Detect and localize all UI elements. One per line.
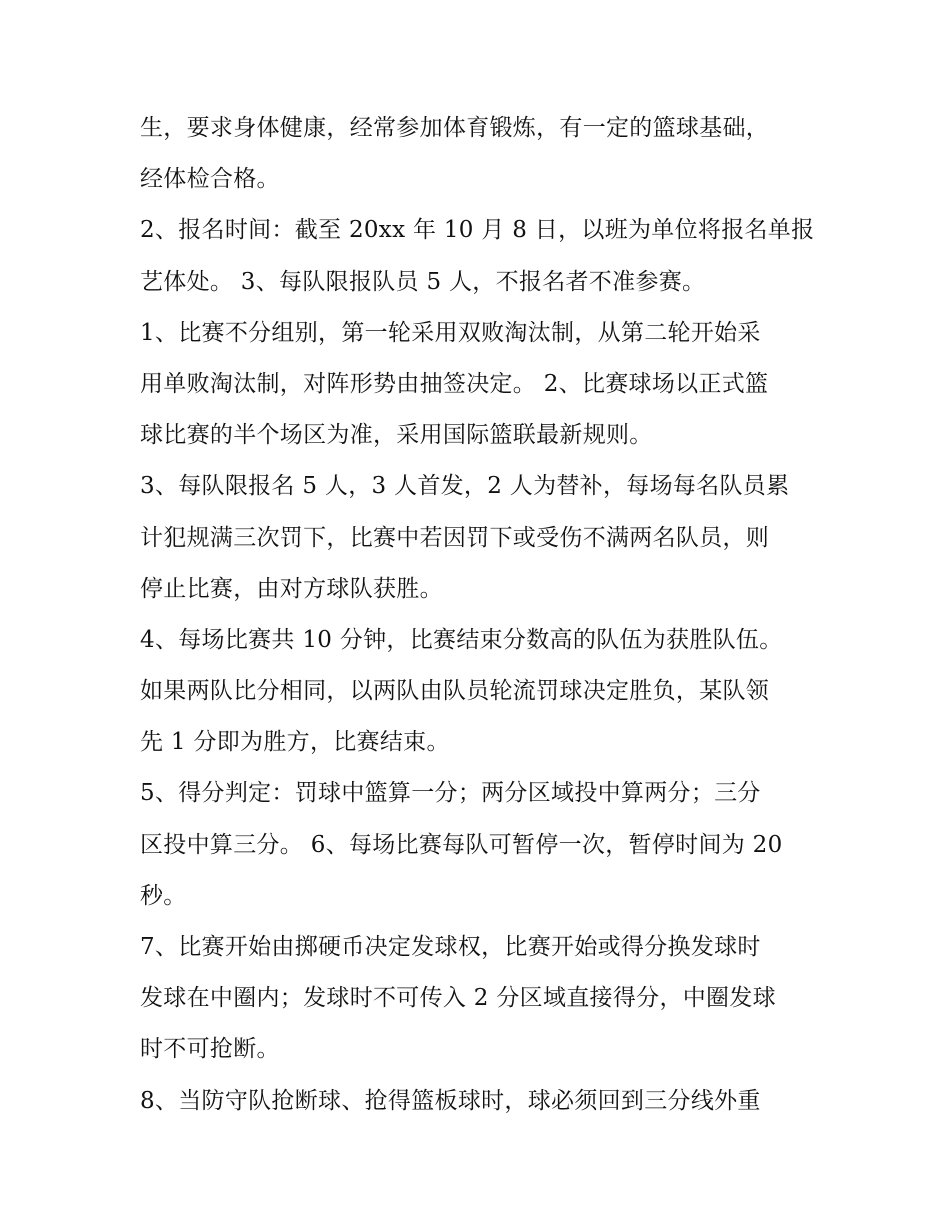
text-line: 5、得分判定：罚球中篮算一分；两分区域投中算两分；三分 bbox=[140, 780, 761, 807]
text-line: 1、比赛不分组别，第一轮采用双败淘汰制，从第二轮开始采 bbox=[140, 319, 761, 346]
text-line: 7、比赛开始由掷硬币决定发球权，比赛开始或得分换发球时 bbox=[140, 934, 761, 960]
text-line: 3、每队限报名 5 人，3 人首发，2 人为替补，每场每名队员累 bbox=[140, 473, 790, 500]
text-line: 用单败淘汰制，对阵形势由抽签决定。 2、比赛球场以正式篮 bbox=[140, 370, 769, 397]
text-line: 8、当防守队抢断球、抢得篮板球时，球必须回到三分线外重 bbox=[140, 1087, 761, 1114]
text-line: 2、报名时间：截至 20xx 年 10 月 8 日，以班为单位将报名单报 bbox=[140, 217, 815, 244]
text-line: 艺体处。 3、每队限报队员 5 人，不报名者不准参赛。 bbox=[140, 268, 706, 295]
text-line: 秒。 bbox=[140, 882, 187, 909]
text-line: 时不可抢断。 bbox=[140, 1036, 280, 1063]
text-line: 计犯规满三次罚下，比赛中若因罚下或受伤不满两名队员，则 bbox=[140, 524, 770, 551]
text-line: 发球在中圈内；发球时不可传入 2 分区域直接得分，中圈发球 bbox=[140, 985, 776, 1012]
text-line: 停止比赛，由对方球队获胜。 bbox=[140, 575, 443, 602]
text-line: 如果两队比分相同，以两队由队员轮流罚球决定胜负，某队领 bbox=[140, 678, 770, 705]
document-body bbox=[140, 103, 820, 1127]
text-line: 生，要求身体健康，经常参加体育锻炼，有一定的篮球基础， bbox=[140, 115, 770, 141]
text-line: 先 1 分即为胜方，比赛结束。 bbox=[140, 729, 450, 756]
text-line: 区投中算三分。 6、每场比赛每队可暂停一次，暂停时间为 20 bbox=[140, 831, 783, 858]
text-line: 4、每场比赛共 10 分钟，比赛结束分数高的队伍为获胜队伍。 bbox=[140, 626, 783, 653]
text-line: 球比赛的半个场区为准，采用国际篮联最新规则。 bbox=[140, 422, 653, 449]
text-line: 经体检合格。 bbox=[140, 166, 280, 193]
